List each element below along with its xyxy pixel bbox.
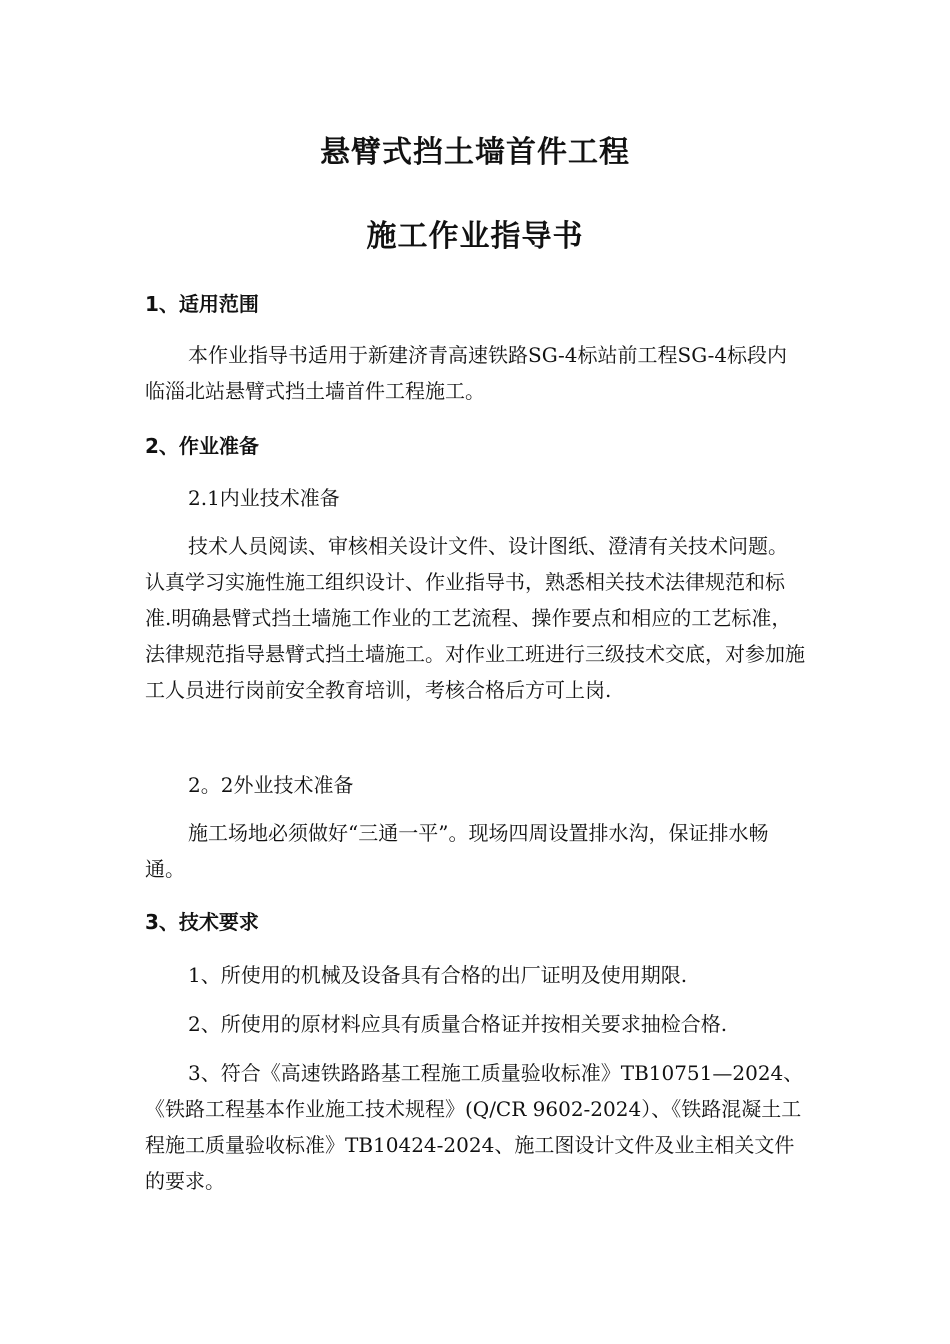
document-title-line2: 施工作业指导书 — [366, 219, 584, 254]
section3-item3: 3、符合《高速铁路路基工程施工质量验收标准》TB10751—2024、《铁路工程基本作业施工技术规程》(Q/CR 9602-2024）、《铁路混凝土工程施工质量验收标准》TB10424-2024、施工图设计文件及业主相关文件的要求。 — [145, 1061, 804, 1193]
section3-heading: 3、技术要求 — [145, 910, 259, 934]
section1-heading: 1、适用范围 — [145, 292, 259, 316]
section3-item1: 1、所使用的机械及设备具有合格的出厂证明及使用期限. — [188, 963, 688, 987]
section2-sub2-heading: 2。2外业技术准备 — [188, 773, 354, 797]
section2-sub1-heading: 2.1内业技术准备 — [188, 486, 340, 510]
section2-sub2-paragraph: 施工场地必须做好“三通一平”。现场四周设置排水沟，保证排水畅通。 — [145, 821, 769, 881]
section1-paragraph: 本作业指导书适用于新建济青高速铁路SG-4标站前工程SG-4标段内临淄北站悬臂式挡土墙首件工程施工。 — [145, 343, 788, 403]
document-title-line1: 悬臂式挡土墙首件工程 — [320, 135, 630, 170]
section2-heading: 2、作业准备 — [145, 434, 259, 458]
section2-sub1-paragraph: 技术人员阅读、审核相关设计文件、设计图纸、澄清有关技术问题。认真学习实施性施工组织设计、作业指导书，熟悉相关技术法律规范和标准.明确悬臂式挡土墙施工作业的工艺流程、操作要点和相应的工艺标准，法律规范指导悬臂式挡土墙施工。对作业工班进行三级技术交底，对参加施工人员进行岗前安全教育培训，考核合格后方可上岗. — [145, 534, 805, 702]
section3-item2: 2、所使用的原材料应具有质量合格证并按相关要求抽检合格. — [188, 1012, 728, 1036]
